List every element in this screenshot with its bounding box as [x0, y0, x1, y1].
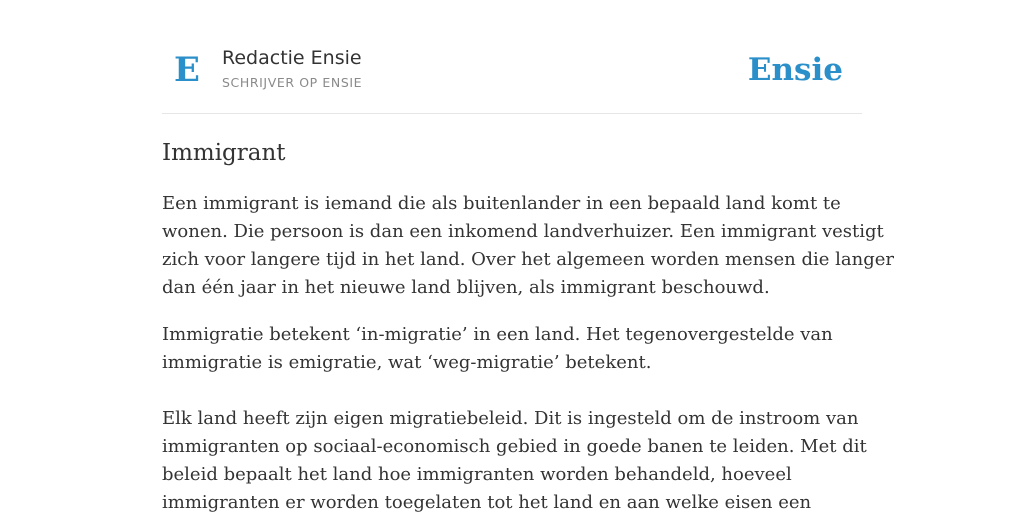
paragraph-line: zich voor langere tijd in het land. Over het algemeen worden mensen die langer — [162, 249, 894, 270]
paragraph-line: immigranten op sociaal-economisch gebied in goede banen te leiden. Met dit — [162, 436, 867, 457]
paragraph-line: Een immigrant is iemand die als buitenlander in een bepaald land komt te — [162, 193, 841, 214]
paragraph-line: dan één jaar in het nieuwe land blijven, als immigrant beschouwd. — [162, 277, 770, 298]
paragraph — [162, 321, 862, 377]
article-body — [162, 136, 894, 517]
author-role: SCHRIJVER OP ENSIE — [222, 75, 363, 90]
site-logo[interactable]: Ensie — [747, 52, 843, 88]
paragraph-line: beleid bepaalt het land hoe immigranten worden behandeld, hoeveel — [162, 464, 792, 485]
article-title: Immigrant — [162, 140, 286, 166]
author-name[interactable]: Redactie Ensie — [222, 47, 362, 69]
paragraph — [162, 405, 867, 517]
article-header — [162, 40, 862, 114]
paragraph-line: wonen. Die persoon is dan een inkomend landverhuizer. Een immigrant vestigt — [162, 221, 884, 242]
paragraph — [162, 190, 894, 302]
author-avatar[interactable]: E — [174, 50, 200, 90]
paragraph-line: Elk land heeft zijn eigen migratiebeleid. Dit is ingesteld om de instroom van — [162, 408, 859, 429]
paragraph-line: immigratie is emigratie, wat ‘weg-migratie’ betekent. — [162, 352, 652, 373]
paragraph-line: immigranten er worden toegelaten tot het land en aan welke eisen een — [162, 492, 812, 513]
paragraph-line: Immigratie betekent ‘in-migratie’ in een land. Het tegenovergestelde van — [162, 324, 833, 345]
